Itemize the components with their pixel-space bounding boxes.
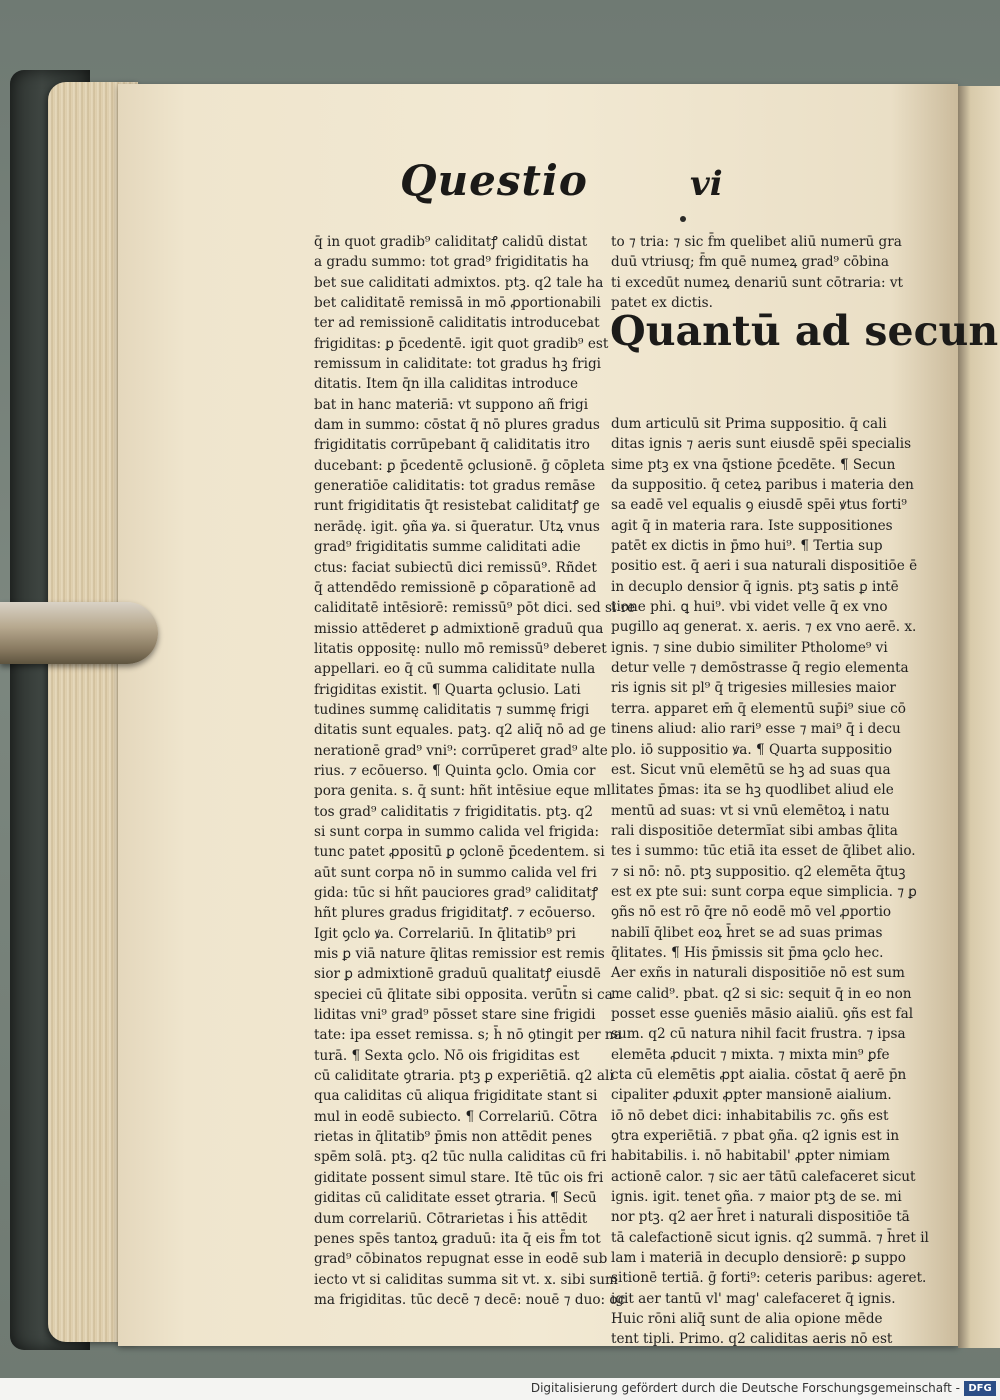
text-line: missio attēderet ꝑ admixtionē graduū qua	[314, 620, 604, 637]
text-line: sitionē tertiā. ḡ forti⁹: ceteris paribus: ageret.	[611, 1270, 927, 1287]
text-line: speciei cū q̄litate sibi opposita. verūt̄n si ca	[314, 986, 613, 1003]
text-line: posset esse ꝯueniēs māsio aialiū. ꝯñs est fal	[611, 1005, 914, 1022]
text-line: turā. ¶ Sexta ꝯclo. Nō ois frigiditas est	[314, 1047, 580, 1064]
text-line: rali dispositiōe determīat sibi ambas q̄lita	[611, 822, 898, 839]
text-line: habitabilis. i. nō habitabil' ꝓpter nimiam	[611, 1148, 890, 1165]
text-line: pugillo aq generat. x. aeris. ⁊ ex vno aerē. x.	[611, 619, 917, 636]
text-line: ter ad remissionē caliditatis introducebat	[314, 315, 600, 332]
footer-text: Digitalisierung gefördert durch die Deutsche Forschungsgemeinschaft -	[530, 1381, 960, 1395]
text-line: est. Sicut vnū elemētū se hꝫ ad suas qua	[611, 761, 891, 778]
text-line: mul in eodē subiecto. ¶ Correlariū. Cōtra	[314, 1108, 598, 1125]
right-column-top	[611, 232, 904, 313]
text-line: hñt plures gradus frigiditatꝭ. ⁊ ecōuerso.	[314, 905, 596, 922]
text-line: sior ꝑ admixtionē graduū qualitatꝭ eiusdē	[314, 966, 601, 983]
text-line: iecto vt si caliditas summa sit vt. x. sibi sum	[314, 1271, 618, 1288]
text-line: est ex pte sui: sunt corpa eque simplicia. ⁊ ꝑ	[611, 883, 917, 900]
text-line: ris ignis sit pl⁹ q̄ trigesies millesies maior	[611, 680, 896, 697]
text-line: cta cū elemētis ꝓpt aialia. cōstat q̄ aerē p̄n	[611, 1067, 907, 1083]
text-line: ignis. ⁊ sine dubio similiter Ptholome⁹ vi	[611, 639, 888, 656]
text-line: runt frigiditatis q̄t resistebat caliditatꝭ ge	[314, 498, 600, 515]
question-number: vi	[690, 164, 723, 204]
text-line: igit aer tantū vl' mag' calefaceret q̄ ignis.	[611, 1290, 896, 1307]
text-line: grad⁹ cōbinatos repugnat esse in eodē sub	[314, 1251, 608, 1268]
text-line: liditas vni⁹ grad⁹ pōsset stare sine frigidi	[314, 1007, 596, 1024]
text-line: ꝯtra experiētiā. ⁊ pbat ꝯña. q2 ignis est in	[611, 1128, 900, 1145]
text-line: bet caliditatē remissā in mō ꝓportionabili	[314, 295, 601, 312]
text-line: tos grad⁹ caliditatis ⁊ frigiditatis. ptꝫ. q2	[314, 803, 594, 820]
text-line: frigiditas: ꝑ p̄cedentē. igit quot gradib⁹ est	[314, 335, 609, 352]
text-line: grad⁹ frigiditatis summe caliditati adie	[314, 539, 581, 556]
text-line: ditatis. Item q̄n illa caliditas introduce	[314, 376, 579, 393]
text-line: pora genita. s. q̄ sunt: hñt intēsiue eque ml	[314, 783, 611, 800]
text-line: Aer exñs in naturali dispositiōe nō est sum	[611, 965, 905, 982]
text-line: agit q̄ in materia rara. Iste suppositiones	[611, 517, 893, 534]
text-line: q̄ attendēdo remissionē ꝑ cōparationē ad	[314, 579, 597, 596]
dfg-logo: DFG	[964, 1381, 996, 1396]
text-line: Igit ꝯclo ꝟa. Correlariū. In q̄litatib⁹ pri	[314, 925, 576, 942]
footer	[0, 1378, 1000, 1400]
text-line: tinens aliud: alio rari⁹ esse ⁊ mai⁹ q̄ i decu	[611, 721, 901, 738]
text-line: positio est. q̄ aeri i sua naturali dispositiōe ē	[611, 558, 918, 575]
text-line: sime ptꝫ ex vna q̄stione p̄cedēte. ¶ Secun	[611, 456, 896, 473]
text-line: caliditatē intēsiorē: remissū⁹ pōt dici. sed si re	[314, 600, 636, 617]
text-line: ctus: faciat subiectū dici remissū⁹. Rñdet	[314, 559, 597, 576]
text-line: litatis oppositę: nullo mō remissū⁹ deberet	[314, 640, 607, 657]
text-line: patēt ex dictis in p̄mo hui⁹. ¶ Tertia sup	[611, 538, 883, 555]
text-line: mentū ad suas: vt si vnū elemētoꝝ i natu	[611, 802, 890, 819]
text-line: generatiōe caliditatis: tot gradus remāse	[314, 478, 596, 495]
text-line: q̄litates. ¶ His p̄missis sit p̄ma ꝯclo hec.	[611, 944, 884, 961]
text-line: nerādę. igit. ꝯña ꝟa. si q̄ueratur. Utꝝ vnus	[314, 518, 600, 535]
text-line: ignis. igit. tenet ꝯña. ⁊ maior ptꝫ de se. mi	[611, 1189, 902, 1206]
text-line: tione phi. ꝗ hui⁹. vbi videt velle q̄ ex vno	[611, 599, 888, 616]
text-line: a gradu summo: tot grad⁹ frigiditatis ha	[314, 254, 589, 271]
text-line: rietas in q̄litatib⁹ p̄mis non attēdit penes	[314, 1129, 593, 1146]
text-line: sum. q2 cū natura nihil facit frustra. ⁊ ipsa	[611, 1026, 906, 1043]
text-line: dam in summo: cōstat q̄ nō plures gradus	[314, 417, 600, 434]
text-line: bet sue caliditati admixtos. ptꝫ. q2 tale ha	[314, 274, 604, 291]
text-line: ducebant: ꝑ p̄cedentē ꝯclusionē. ḡ cōpleta	[314, 457, 605, 474]
text-line: elemēta ꝓducit ⁊ mixta. ⁊ mixta min⁹ ꝑfe	[611, 1046, 890, 1063]
text-line: tā calefactionē sicut ignis. q2 summā. ⁊ h̄ret il	[611, 1229, 929, 1246]
text-line: terra. apparet em̄ q̄ elementū sup̄i⁹ siue cō	[611, 700, 906, 717]
text-line: frigiditas existit. ¶ Quarta ꝯclusio. Lati	[314, 681, 581, 698]
text-line: remissum in caliditate: tot gradus hꝫ frigi	[314, 356, 601, 373]
text-line: dum articulū sit Prima suppositio. q̄ cali	[611, 416, 887, 432]
text-line: cū caliditate ꝯtraria. ptꝫ ꝑ experiētiā. q2 ali	[314, 1068, 614, 1085]
text-line: litates p̄mas: ita se hꝫ quodlibet aliud ele	[611, 782, 894, 799]
text-line: in decuplo densior q̄ ignis. ptꝫ satis ꝑ intē	[611, 578, 899, 595]
text-line: giditas cū caliditate esset ꝯtraria. ¶ Secū	[314, 1190, 597, 1207]
text-line: spēm solā. ptꝫ. q2 tūc nulla caliditas cū fri	[314, 1149, 607, 1166]
text-line: ma frigiditas. tūc decē ⁊ decē: nouē ⁊ duo: oc	[314, 1291, 626, 1308]
text-line: to ⁊ tria: ⁊ sic f̄m quelibet aliū numerū gra	[611, 234, 902, 250]
left-column	[314, 232, 636, 1310]
text-line: Huic rōni aliq̄ sunt de alia opione mēde	[611, 1311, 883, 1328]
text-line: tudines summę caliditatis ⁊ summę frigi	[314, 701, 590, 718]
text-line: cipaliter ꝓduxit ꝓpter mansionē aialium.	[611, 1087, 892, 1104]
large-initial-line: Quantū ad secun	[610, 307, 999, 355]
text-line: ditas ignis ⁊ aeris sunt eiusdē spēi specialis	[611, 436, 912, 453]
text-line: sa eadē vel equalis ꝯ eiusdē spēi ꝟtus forti⁹	[611, 497, 907, 514]
text-line: tent tipli. Primo. q2 caliditas aeris nō est	[611, 1331, 893, 1348]
text-line: tate: ipa esset remissa. s; h̄ nō ꝯtingit per na	[314, 1027, 622, 1044]
book-clip	[0, 602, 158, 664]
text-line: ⁊ si nō: nō. ptꝫ suppositio. q2 elemēta q̄tuꝫ	[611, 863, 906, 880]
text-line: penes spēs tantoꝝ graduū: ita q̄ eis f̄m tot	[314, 1230, 601, 1247]
text-line: appellari. eo q̄ cū summa caliditate nulla	[314, 661, 596, 678]
text-line: tes i summo: tūc etiā ita esset de q̄libet alio.	[611, 843, 916, 860]
text-line: lam i materiā in decuplo densiorē: ꝑ suppo	[611, 1250, 906, 1267]
text-line: aūt sunt corpa nō in summo calida vel fri	[314, 864, 597, 881]
text-line: mis ꝑ viā nature q̄litas remissior est remis	[314, 946, 605, 963]
text-line: rius. ⁊ ecōuerso. ¶ Quinta ꝯclo. Omia cor	[314, 762, 596, 779]
text-line: dum correlariū. Cōtrarietas i h̄is attēdit	[314, 1210, 588, 1227]
facing-page	[958, 86, 1000, 1348]
text-line: actionē calor. ⁊ sic aer tātū calefaceret sicut	[611, 1168, 916, 1185]
text-line: ti excedūt numeꝝ denariū sunt cōtraria: vt	[611, 274, 904, 291]
text-line: si sunt corpa in summo calida vel frigida:	[314, 823, 600, 840]
text-line: duū vtriusq; f̄m quē numeꝝ grad⁹ cōbina	[611, 254, 890, 271]
text-line: giditate possent simul stare. Itē tūc ois fri	[314, 1169, 604, 1186]
ornament-dot	[680, 216, 686, 222]
text-line: iō nō debet dici: inhabitabilis ⁊c. ꝯñs est	[611, 1107, 889, 1124]
text-line: qua caliditas cū aliqua frigiditate stant si	[314, 1088, 598, 1105]
text-line: me calid⁹. pbat. q2 si sic: sequit q̄ in eo non	[611, 985, 912, 1002]
text-line: da suppositio. q̄ ceteꝝ paribus i materia den	[611, 477, 914, 494]
text-line: plo. iō suppositio ꝟa. ¶ Quarta suppositio	[611, 741, 893, 758]
text-line: nerationē grad⁹ vni⁹: corrūperet grad⁹ alte	[314, 742, 608, 759]
text-line: nor ptꝫ. q2 aer h̄ret i naturali dispositiōe tā	[611, 1209, 910, 1226]
text-line: detur velle ⁊ demōstrasse q̄ regio elementa	[611, 660, 909, 677]
text-line: nabilī q̄libet eoꝝ h̄ret se ad suas primas	[611, 924, 883, 941]
text-line: ditatis sunt equales. patꝫ. q2 aliq̄ nō ad ge	[314, 722, 607, 739]
text-line: ꝯñs nō est rō q̄re nō eodē mō vel ꝓportio	[611, 904, 892, 921]
text-line: frigiditatis corrūpebant q̄ caliditatis itro	[314, 437, 590, 454]
text-line: q̄ in quot gradib⁹ caliditatꝭ calidū distat	[314, 234, 588, 250]
text-line: bat in hanc materiā: vt suppono añ frigi	[314, 396, 589, 413]
text-line: tunc patet ꝓpositū ꝑ ꝯclonē p̄cedentem. si	[314, 844, 605, 861]
text-line: patet ex dictis.	[611, 295, 713, 312]
text-line: gida: tūc si hñt pauciores grad⁹ caliditatꝭ	[314, 885, 599, 901]
right-column	[611, 414, 929, 1350]
page-heading: Questio	[400, 156, 588, 205]
